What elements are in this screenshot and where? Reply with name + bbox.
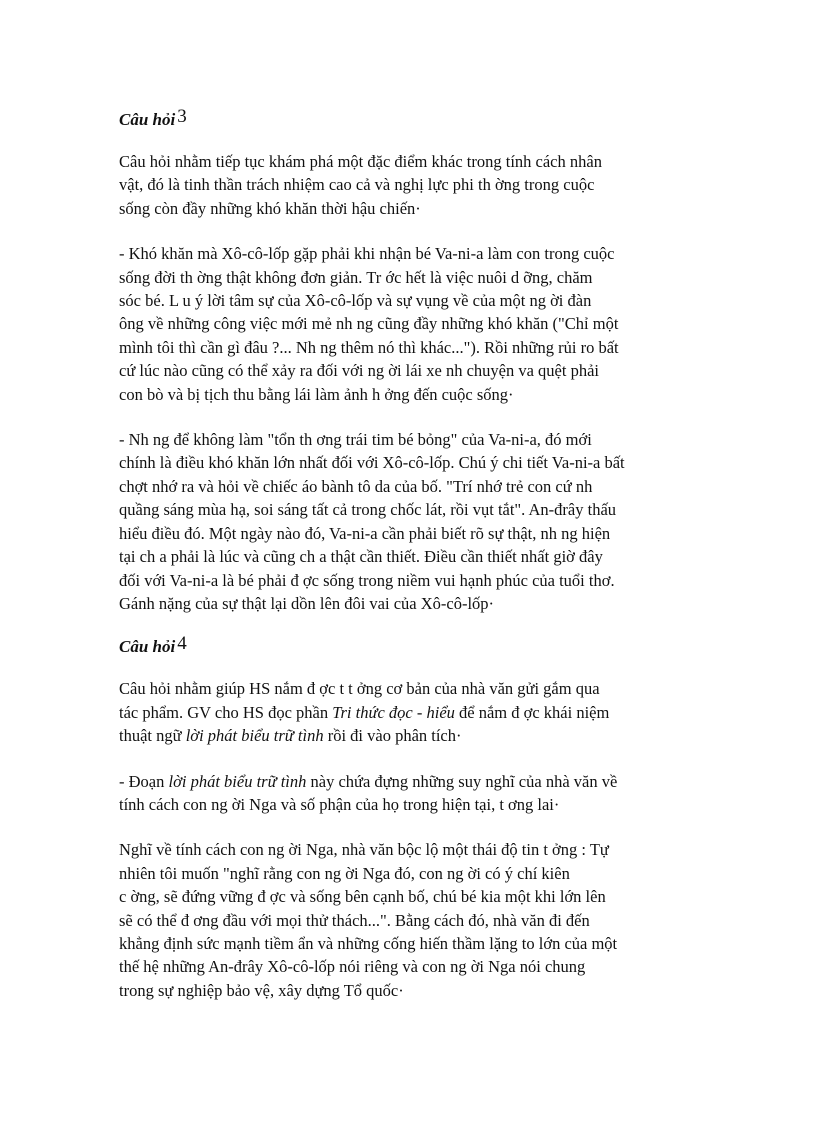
text-line: vật, đó là tinh thần trách nhiệm cao cả và nghị lực phi th ờng trong cuộc xyxy=(119,175,595,195)
text-line: tính cách con ng ời Nga và số phận của họ trong hiện tại, t ơng lai· xyxy=(119,794,560,814)
text-run: để nắm đ ợc khái niệm xyxy=(454,702,610,722)
text-line: sống còn đầy những khó khăn thời hậu chiến· xyxy=(119,198,421,218)
text-line: thế hệ những An-đrây Xô-cô-lốp nói riêng và con ng ời Nga nói chung xyxy=(119,957,586,977)
text-line: Nghĩ về tính cách con ng ời Nga, nhà văn bộc lộ một thái độ tin t ởng : Tự xyxy=(119,840,609,860)
text-line: Gánh nặng của sự thật lại dồn lên đôi vai của Xô-cô-lốp· xyxy=(119,593,495,613)
text-run: thuật ngữ xyxy=(119,726,186,746)
text-line: đối với Va-ni-a là bé phải đ ợc sống trong niềm vui hạnh phúc của tuổi thơ. xyxy=(119,570,615,590)
paragraph xyxy=(119,428,709,615)
section-4-heading xyxy=(119,635,709,659)
paragraph xyxy=(119,677,709,747)
heading-label: Câu hỏi xyxy=(119,110,176,129)
text-line: Câu hỏi nhằm giúp HS nắm đ ợc t t ởng cơ bản của nhà văn gửi gắm qua xyxy=(119,679,600,699)
text-line: quầng sáng mùa hạ, soi sáng tất cả trong chốc lát, rồi vụt tắt". An-đrây thấu xyxy=(119,500,617,520)
document-page xyxy=(119,108,709,1002)
text-run: rồi đi vào phân tích· xyxy=(323,726,462,746)
italic-term: Tri thức đọc - hiểu xyxy=(332,702,455,722)
section-3-heading xyxy=(119,108,709,132)
text-line: Câu hỏi nhằm tiếp tục khám phá một đặc điểm khác trong tính cách nhân xyxy=(119,152,602,171)
paragraph xyxy=(119,242,709,406)
heading-number: 4 xyxy=(177,633,187,655)
paragraph xyxy=(119,838,709,1002)
text-line xyxy=(119,724,709,747)
text-line: - Khó khăn mà Xô-cô-lốp gặp phải khi nhận bé Va-ni-a làm con trong cuộc xyxy=(119,244,615,264)
heading-label: Câu hỏi xyxy=(119,637,176,657)
text-run: tác phẩm. GV cho HS đọc phần xyxy=(119,702,333,722)
italic-term: lời phát biểu trữ tình xyxy=(168,771,307,791)
text-run: này chứa đựng những suy nghĩ của nhà văn về xyxy=(306,771,618,791)
text-line xyxy=(119,701,709,724)
text-line: nhiên tôi muốn "nghĩ rằng con ng ời Nga đó, con ng ời có ý chí kiên xyxy=(119,863,570,883)
italic-term: lời phát biểu trữ tình xyxy=(185,726,324,746)
text-line: - Nh ng để không làm "tổn th ơng trái tim bé bỏng" của Va-ni-a, đó mới xyxy=(119,430,592,450)
text-line: chính là điều khó khăn lớn nhất đối với Xô-cô-lốp. Chú ý chi tiết Va-ni-a bất xyxy=(119,453,625,473)
heading-number: 3 xyxy=(177,106,187,127)
text-line xyxy=(119,770,709,793)
text-run: - Đoạn xyxy=(119,771,169,791)
text-line: hiểu điều đó. Một ngày nào đó, Va-ni-a cần phải biết rõ sự thật, nh ng hiện xyxy=(119,523,611,543)
text-line: tại ch a phải là lúc và cũng ch a thật cần thiết. Điều cần thiết nhất giờ đây xyxy=(119,547,603,567)
text-line: sẽ có thể đ ơng đầu với mọi thử thách...". Bằng cách đó, nhà văn đi đến xyxy=(119,910,590,930)
text-line: trong sự nghiệp bảo vệ, xây dựng Tổ quốc· xyxy=(119,980,404,1000)
text-line: sống đời th ờng thật không đơn giản. Tr ớc hết là việc nuôi d ỡng, chăm xyxy=(119,267,593,287)
text-line: mình tôi thì cần gì đâu ?... Nh ng thêm nó thì khác..."). Rồi những rủi ro bất xyxy=(119,337,619,357)
paragraph xyxy=(119,770,709,817)
text-line: con bò và bị tịch thu bằng lái làm ảnh h ởng đến cuộc sống· xyxy=(119,384,514,404)
text-line: c ờng, sẽ đứng vững đ ợc và sống bên cạnh bố, chú bé kia một khi lớn lên xyxy=(119,887,606,907)
paragraph xyxy=(119,150,709,220)
text-line: ông về những công việc mới mẻ nh ng cũng đầy những khó khăn ("Chỉ một xyxy=(119,314,619,334)
text-line: cứ lúc nào cũng có thể xảy ra đối với ng ời lái xe nh chuyện va quệt phải xyxy=(119,361,599,381)
text-line: khẳng định sức mạnh tiềm ẩn và những cống hiến thầm lặng to lớn của một xyxy=(119,933,618,953)
text-line: sóc bé. L u ý lời tâm sự của Xô-cô-lốp và sự vụng về của một ng ời đàn xyxy=(119,291,592,311)
text-line: chợt nhớ ra và hỏi về chiếc áo bành tô da của bố. "Trí nhớ trẻ con cứ nh xyxy=(119,476,593,496)
